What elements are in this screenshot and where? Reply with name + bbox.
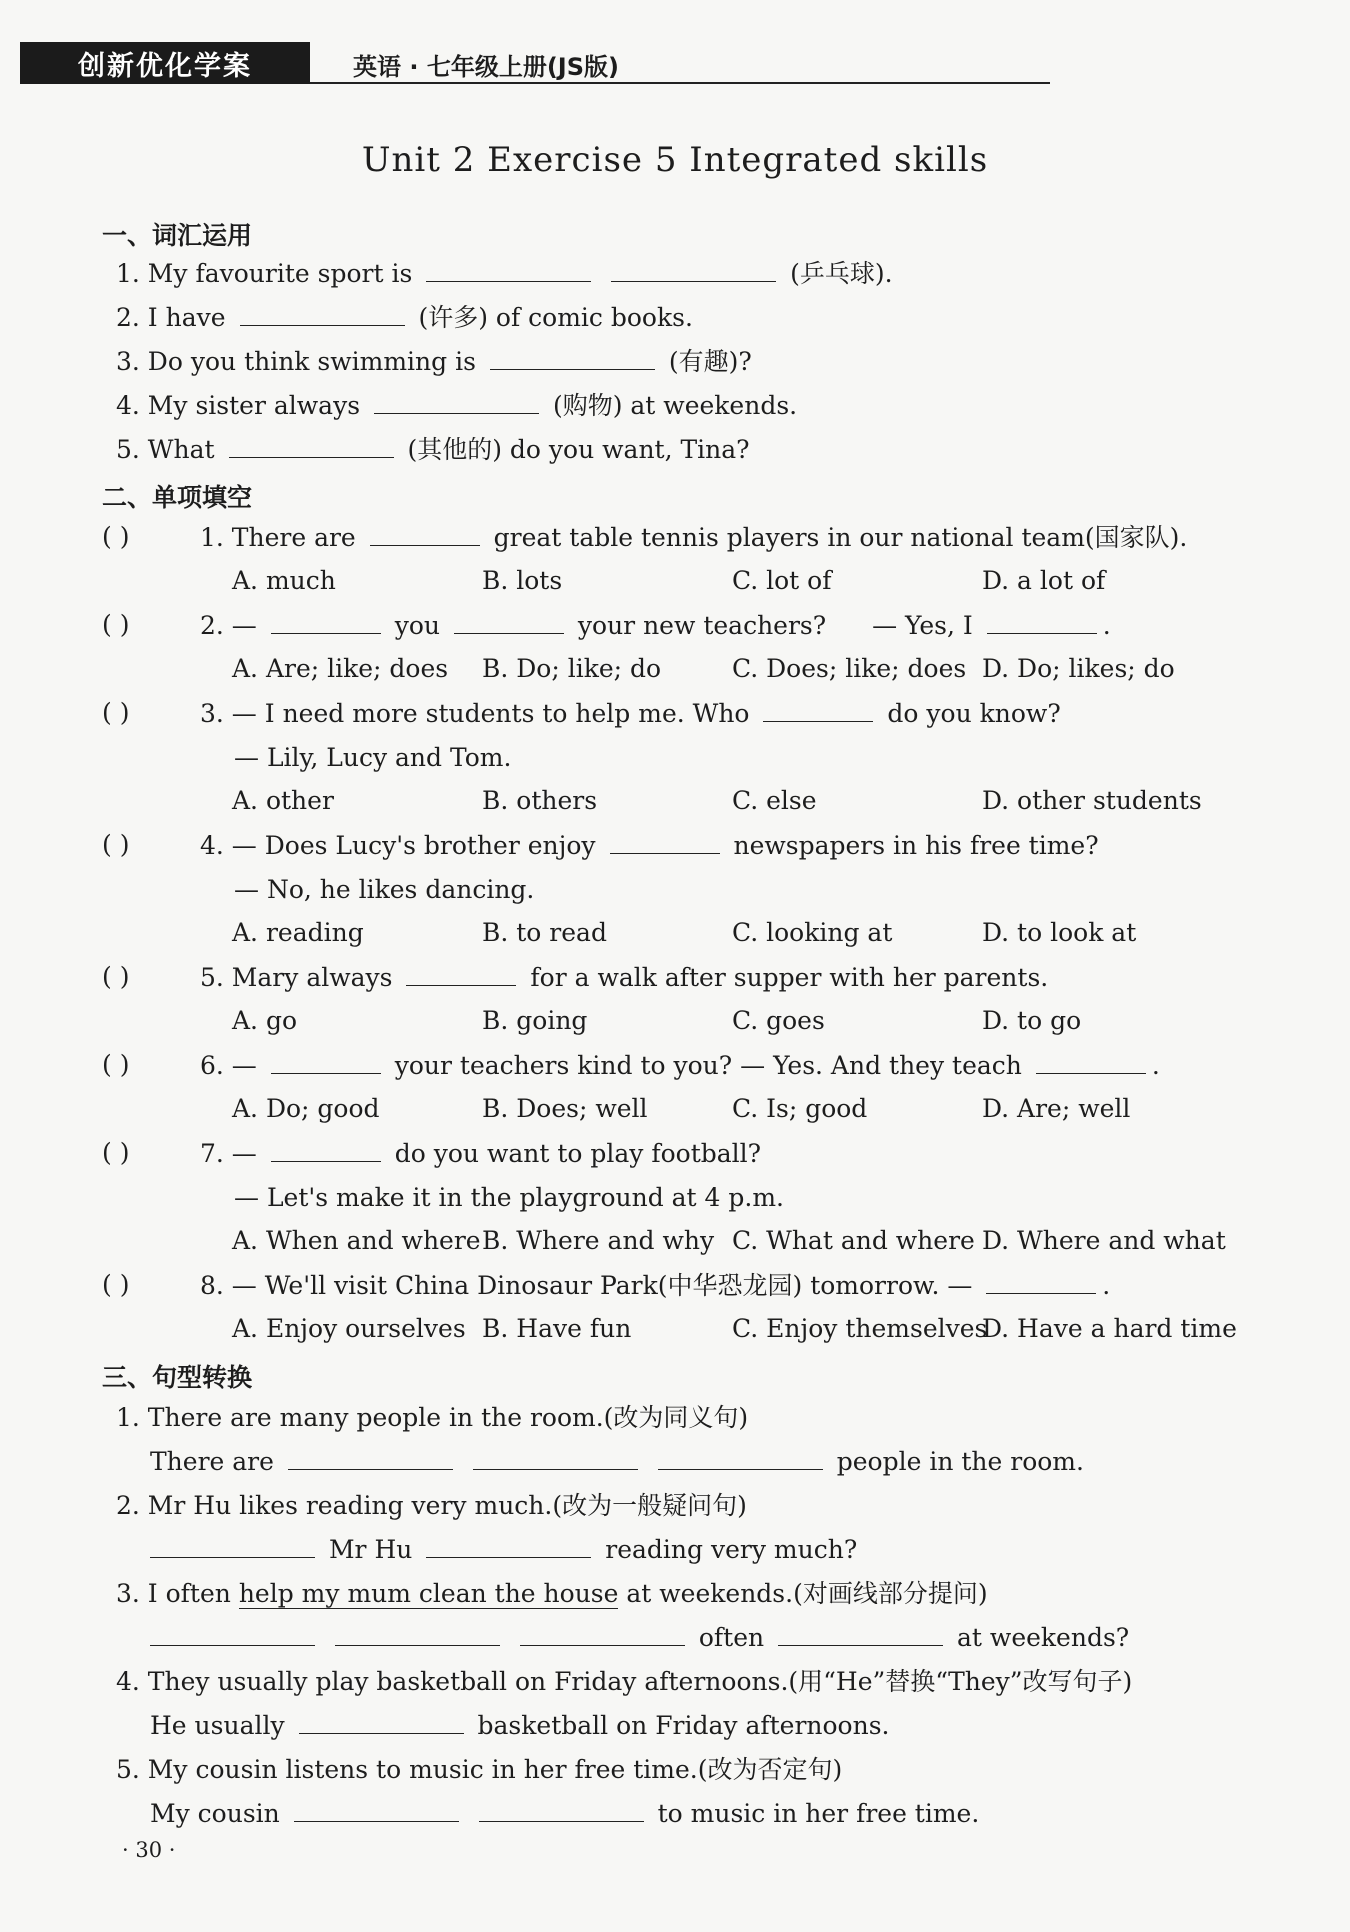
option-a: A. When and where	[232, 1226, 481, 1255]
answer-blank[interactable]	[426, 1535, 591, 1558]
s3-q4-prompt: 4. They usually play basketball on Friday afternoons.(用“He”替换“They”改写句子)	[116, 1667, 1133, 1696]
s2-q4-text-a: 4. — Does Lucy's brother enjoy	[200, 831, 596, 860]
answer-blank[interactable]	[150, 1535, 315, 1558]
s1-item-4	[116, 390, 797, 422]
s2-q8-text-b: .	[1102, 1271, 1111, 1300]
s2-q7-text-a: 7. —	[200, 1139, 257, 1168]
s3-q3-underlined: help my mum clean the house	[238, 1579, 619, 1608]
s3-q3-text-a: often	[698, 1623, 765, 1652]
answer-blank[interactable]	[611, 259, 776, 282]
answer-paren[interactable]: ( )	[102, 1138, 130, 1167]
answer-blank[interactable]	[479, 1799, 644, 1822]
option-b: B. going	[482, 1006, 588, 1035]
s2-q4	[200, 830, 1099, 862]
s2-q7-text-b: do you want to play football?	[394, 1139, 762, 1168]
option-a: A. Enjoy ourselves	[232, 1314, 466, 1343]
s1-item-1-hint: (乒乓球).	[790, 259, 893, 288]
s2-q8	[200, 1270, 1110, 1302]
option-b: B. Does; well	[482, 1094, 648, 1123]
section-1-heading: 一、词汇运用	[102, 221, 253, 250]
answer-paren[interactable]: ( )	[102, 698, 130, 727]
s2-q1-text-a: 1. There are	[200, 523, 356, 552]
s2-q2	[200, 610, 1111, 642]
s1-item-4-hint: (购物) at weekends.	[552, 391, 798, 420]
option-b: B. others	[482, 786, 598, 815]
s2-q3-reply: — Lily, Lucy and Tom.	[234, 743, 512, 772]
answer-blank[interactable]	[610, 831, 720, 854]
option-d: D. to look at	[982, 918, 1137, 947]
s2-q2-text-e: .	[1102, 611, 1111, 640]
option-d: D. Do; likes; do	[982, 654, 1175, 683]
option-c: C. Enjoy themselves	[732, 1314, 988, 1343]
s1-item-5-hint: (其他的) do you want, Tina?	[407, 435, 750, 464]
answer-blank[interactable]	[271, 611, 381, 634]
answer-paren[interactable]: ( )	[102, 610, 130, 639]
answer-blank[interactable]	[374, 391, 539, 414]
page-number: · 30 ·	[122, 1838, 176, 1862]
answer-blank[interactable]	[778, 1623, 943, 1646]
s3-q4-answer	[150, 1710, 890, 1742]
option-d: D. to go	[982, 1006, 1082, 1035]
s3-q5-text-a: My cousin	[150, 1799, 280, 1828]
s2-q5-text-b: for a walk after supper with her parents.	[530, 963, 1049, 992]
s2-q4-reply: — No, he likes dancing.	[234, 875, 535, 904]
answer-blank[interactable]	[299, 1711, 464, 1734]
s1-item-2-text: 2. I have	[116, 303, 226, 332]
s3-q3-answer	[150, 1622, 1129, 1654]
s2-q6-text-a: 6. —	[200, 1051, 257, 1080]
s1-item-5-text: 5. What	[116, 435, 215, 464]
s1-item-2	[116, 302, 693, 334]
answer-blank[interactable]	[288, 1447, 453, 1470]
s3-q3-text-b: at weekends?	[957, 1623, 1130, 1652]
s3-q5-prompt: 5. My cousin listens to music in her free time.(改为否定句)	[116, 1755, 843, 1784]
answer-blank[interactable]	[229, 435, 394, 458]
answer-blank[interactable]	[1036, 1051, 1146, 1074]
option-c: C. looking at	[732, 918, 893, 947]
answer-blank[interactable]	[150, 1623, 315, 1646]
option-a: A. reading	[232, 918, 364, 947]
s3-q1-answer	[150, 1446, 1084, 1478]
s3-q3-text-pre: 3. I often	[116, 1579, 231, 1608]
s2-q7	[200, 1138, 761, 1170]
option-a: A. Are; like; does	[232, 654, 449, 683]
option-d: D. Where and what	[982, 1226, 1226, 1255]
option-c: C. What and where	[732, 1226, 975, 1255]
s2-q3-text-b: do you know?	[887, 699, 1061, 728]
page-header	[20, 42, 1050, 84]
option-c: C. lot of	[732, 566, 832, 595]
s2-q1	[200, 522, 1187, 554]
answer-paren[interactable]: ( )	[102, 962, 130, 991]
answer-blank[interactable]	[370, 523, 480, 546]
s2-q6	[200, 1050, 1160, 1082]
answer-blank[interactable]	[406, 963, 516, 986]
s1-item-4-text: 4. My sister always	[116, 391, 361, 420]
s2-q2-text-b: you	[394, 611, 440, 640]
option-b: B. lots	[482, 566, 563, 595]
answer-blank[interactable]	[490, 347, 655, 370]
s3-q3-text-post: at weekends.(对画线部分提问)	[626, 1579, 988, 1608]
s3-q2-prompt: 2. Mr Hu likes reading very much.(改为一般疑问句)	[116, 1491, 747, 1520]
s2-q3	[200, 698, 1061, 730]
answer-blank[interactable]	[986, 1271, 1096, 1294]
option-d: D. a lot of	[982, 566, 1106, 595]
answer-blank[interactable]	[763, 699, 873, 722]
s3-q4-text-a: He usually	[150, 1711, 285, 1740]
answer-blank[interactable]	[987, 611, 1097, 634]
answer-blank[interactable]	[426, 259, 591, 282]
option-a: A. other	[232, 786, 334, 815]
brand-logo: 创新优化学案	[20, 42, 310, 84]
s2-q6-text-b: your teachers kind to you? — Yes. And they teach	[394, 1051, 1022, 1080]
s1-item-1	[116, 258, 893, 290]
option-c: C. Does; like; does	[732, 654, 967, 683]
answer-blank[interactable]	[658, 1447, 823, 1470]
option-c: C. goes	[732, 1006, 825, 1035]
answer-blank[interactable]	[240, 303, 405, 326]
option-d: D. other students	[982, 786, 1202, 815]
s2-q6-text-c: .	[1151, 1051, 1160, 1080]
s1-item-3-text: 3. Do you think swimming is	[116, 347, 476, 376]
s2-q7-reply: — Let's make it in the playground at 4 p.m.	[234, 1183, 784, 1212]
s3-q1-text-a: There are	[150, 1447, 274, 1476]
s3-q5-answer	[150, 1798, 979, 1830]
s3-q2-text-a: Mr Hu	[328, 1535, 413, 1564]
s1-item-2-hint: (许多) of comic books.	[418, 303, 693, 332]
s3-q1-text-b: people in the room.	[836, 1447, 1084, 1476]
answer-paren[interactable]: ( )	[102, 1270, 130, 1299]
s1-item-5	[116, 434, 750, 466]
answer-paren[interactable]: ( )	[102, 830, 130, 859]
answer-blank[interactable]	[454, 611, 564, 634]
s3-q3-prompt	[116, 1578, 988, 1610]
option-a: A. go	[232, 1006, 298, 1035]
answer-blank[interactable]	[520, 1623, 685, 1646]
option-d: D. Have a hard time	[982, 1314, 1237, 1343]
s2-q3-text-a: 3. — I need more students to help me. Who	[200, 699, 750, 728]
s2-q2-text-c: your new teachers?	[577, 611, 827, 640]
s1-item-3-hint: (有趣)?	[668, 347, 752, 376]
answer-blank[interactable]	[335, 1623, 500, 1646]
book-title: 英语 · 七年级上册(JS版)	[353, 53, 619, 81]
option-b: B. Do; like; do	[482, 654, 662, 683]
option-b: B. Where and why	[482, 1226, 715, 1255]
section-3-heading: 三、句型转换	[102, 1363, 253, 1392]
option-d: D. Are; well	[982, 1094, 1131, 1123]
s1-item-1-text: 1. My favourite sport is	[116, 259, 413, 288]
s3-q2-answer	[150, 1534, 857, 1566]
answer-paren[interactable]: ( )	[102, 1050, 130, 1079]
answer-blank[interactable]	[473, 1447, 638, 1470]
answer-blank[interactable]	[271, 1051, 381, 1074]
option-c: C. else	[732, 786, 817, 815]
page-title: Unit 2 Exercise 5 Integrated skills	[361, 140, 989, 180]
s2-q5-text-a: 5. Mary always	[200, 963, 393, 992]
s2-q8-text-a: 8. — We'll visit China Dinosaur Park(中华恐龙园) tomorrow. —	[200, 1271, 973, 1300]
s2-q1-text-b: great table tennis players in our national team(国家队).	[493, 523, 1188, 552]
s2-q2-text-d: — Yes, I	[872, 611, 973, 640]
s2-q2-text-a: 2. —	[200, 611, 257, 640]
option-c: C. Is; good	[732, 1094, 868, 1123]
section-2-heading: 二、单项填空	[102, 483, 253, 512]
answer-blank[interactable]	[294, 1799, 459, 1822]
s3-q1-prompt: 1. There are many people in the room.(改为同义句)	[116, 1403, 749, 1432]
s2-q4-text-b: newspapers in his free time?	[733, 831, 1099, 860]
header-rule	[310, 82, 1050, 84]
s3-q2-text-b: reading very much?	[605, 1535, 858, 1564]
option-b: B. Have fun	[482, 1314, 632, 1343]
option-a: A. Do; good	[232, 1094, 380, 1123]
s2-q5	[200, 962, 1048, 994]
s1-item-3	[116, 346, 752, 378]
answer-paren[interactable]: ( )	[102, 522, 130, 551]
s3-q5-text-b: to music in her free time.	[657, 1799, 980, 1828]
option-a: A. much	[232, 566, 336, 595]
answer-blank[interactable]	[271, 1139, 381, 1162]
option-b: B. to read	[482, 918, 607, 947]
s3-q4-text-b: basketball on Friday afternoons.	[477, 1711, 890, 1740]
